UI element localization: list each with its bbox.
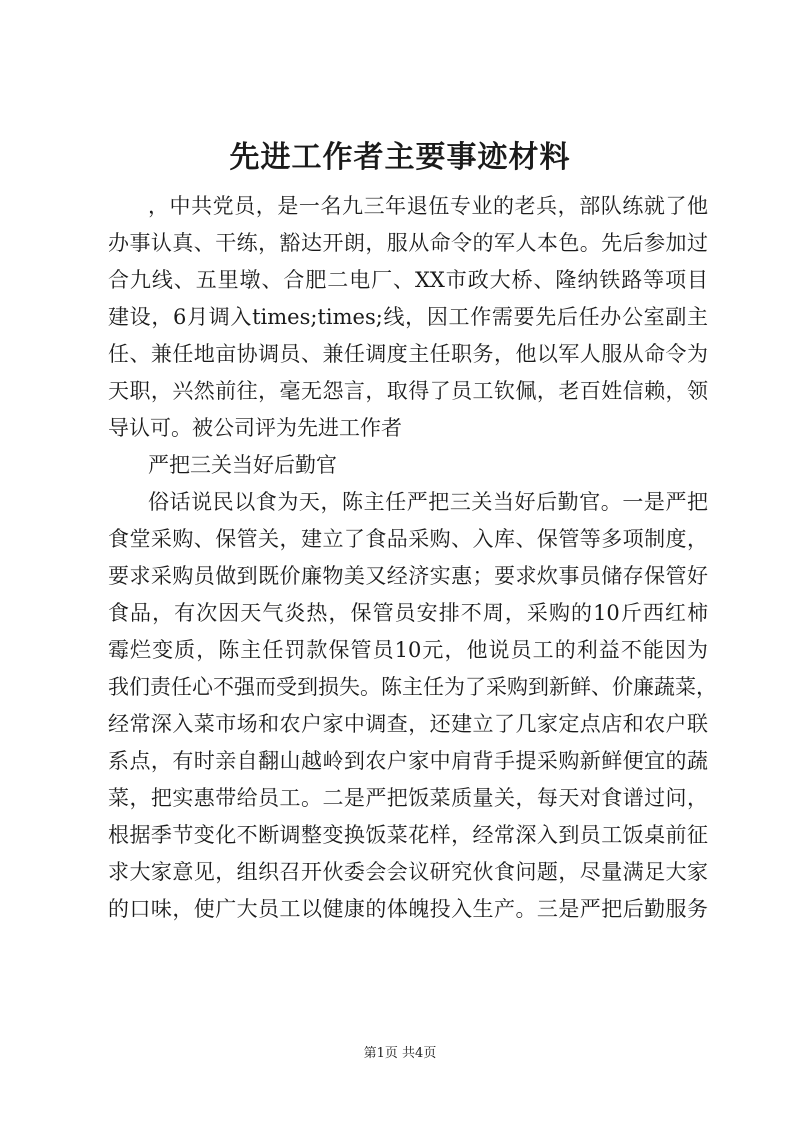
body-line: 求大家意见，组织召开伙委会会议研究伙食问题，尽量满足大家 xyxy=(108,860,708,884)
body-line: ，中共党员，是一名九三年退伍专业的老兵，部队练就了他 xyxy=(148,194,708,218)
section-heading: 严把三关当好后勤官 xyxy=(148,453,337,477)
body-line: 霉烂变质，陈主任罚款保管员10元，他说员工的利益不能因为 xyxy=(108,638,708,662)
body-line: 办事认真、干练，豁达开朗，服从命令的军人本色。先后参加过 xyxy=(108,231,708,255)
body-line: 天职，兴然前往，毫无怨言，取得了员工钦佩，老百姓信赖，领 xyxy=(108,379,708,403)
document-body xyxy=(108,188,717,928)
body-line: 系点，有时亲自翻山越岭到农户家中肩背手提采购新鲜便宜的蔬 xyxy=(108,749,708,773)
body-line: 根据季节变化不断调整变换饭菜花样，经常深入到员工饭桌前征 xyxy=(108,823,708,847)
body-line: 建设，6月调入times;times;线，因工作需要先后任办公室副主 xyxy=(108,305,708,329)
body-line: 任、兼任地亩协调员、兼任调度主任职务，他以军人服从命令为 xyxy=(108,342,708,366)
body-line: 合九线、五里墩、合肥二电厂、XX市政大桥、隆纳铁路等项目 xyxy=(108,268,708,292)
body-line: 食堂采购、保管关，建立了食品采购、入库、保管等多项制度， xyxy=(108,527,708,551)
page-indicator: 第1页 共4页 xyxy=(363,1046,437,1061)
document-title: 先进工作者主要事迹材料 xyxy=(229,140,571,175)
body-line: 食品，有次因天气炎热，保管员安排不周，采购的10斤西红柿 xyxy=(108,601,708,625)
body-line: 菜，把实惠带给员工。二是严把饭菜质量关，每天对食谱过问， xyxy=(108,786,708,810)
body-line: 的口味，使广大员工以健康的体魄投入生产。三是严把后勤服务 xyxy=(108,897,708,921)
body-line: 我们责任心不强而受到损失。陈主任为了采购到新鲜、价廉蔬菜， xyxy=(108,675,717,699)
body-line: 导认可。被公司评为先进工作者 xyxy=(108,416,402,440)
body-line: 要求采购员做到既价廉物美又经济实惠；要求炊事员储存保管好 xyxy=(108,564,708,588)
body-line: 经常深入菜市场和农户家中调查，还建立了几家定点店和农户联 xyxy=(108,712,708,736)
body-line: 俗话说民以食为天，陈主任严把三关当好后勤官。一是严把 xyxy=(148,490,708,514)
